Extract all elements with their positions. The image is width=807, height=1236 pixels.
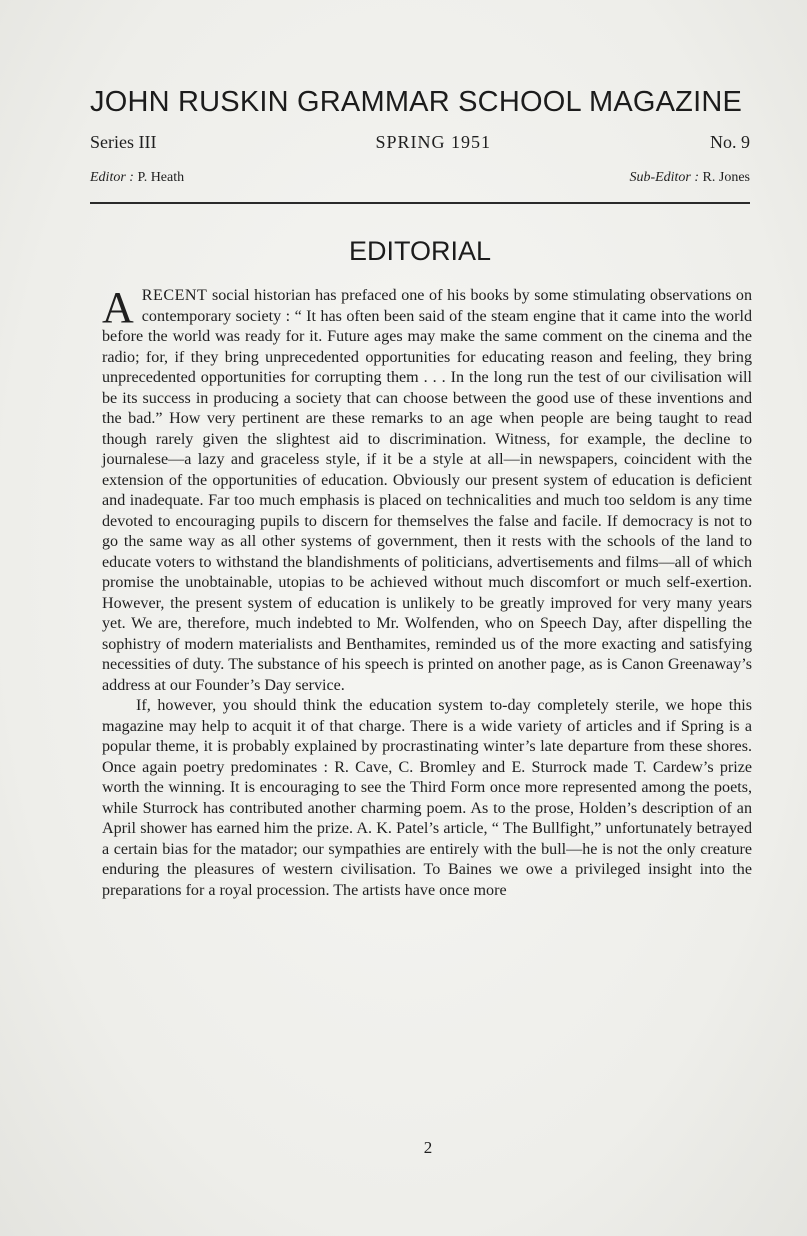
editorial-heading: EDITORIAL <box>348 236 492 266</box>
opening-words: RECENT <box>141 287 208 304</box>
editorial-paragraph-2: If, however, you should think the education system to-day completely sterile, we hope this magazine may help to acquit it of that charge. There is a wide variety of articles and if Spring is a popular theme, it is probably explained by procrastinating winter’s late departure from these shores. Once again poetry predominates : R. Cave, C. Bromley and E. Sturrock made T. Cardew’s prize worth the winning. It is encouraging to see the Third Form once more represented among the poets, while Sturrock has contributed another charming poem. As to the prose, Holden’s description of an April shower has earned him the prize. A. K. Patel’s article, “ The Bullfight,” unfortunately betrayed a certain bias for the matador; our sympathies are entirely with the bull—he is not the only creature enduring the pleasures of western civilisation. To Baines we owe a privileged insight into the preparations for a royal procession. The artists have once more <box>102 697 752 899</box>
editorial-body <box>102 283 752 901</box>
subeditor-credit <box>629 170 750 186</box>
editor-name: P. Heath <box>137 170 185 185</box>
series-line <box>90 132 750 153</box>
masthead-divider <box>90 202 750 204</box>
issue-number: No. 9 <box>709 132 750 152</box>
paragraph-1-text: social historian has prefaced one of his books by some stimulating observations on contemporary society : “ It has often been said of the steam engine that it came into the world before the world was ready for it. Future ages may make the same comment on the cinema and the radio; for, if they bring unprecedented opportunities for educating reason and feeling, they bring unprecedented opportunities for corrupting them . . . In the long run the test of our civilisation will be its success in producing a society that can choose between the good use of these inventions and the bad.” How very pertinent are these remarks to an age when people are being taught to read though rarely given the slightest aid to discrimination. Witness, for example, the decline to journalese—a lazy and graceless style, if it be a style at all—in newspapers, coincident with the extension of the opportunities of education. Obviously our present system of education is deficient and inadequate. Far too much emphasis is placed on technicalities and much too seldom is any time devoted to encouraging pupils to discern for themselves the false and facile. If democracy is not to go the same way as all other systems of government, then it rests with the schools of the land to educate voters to withstand the blandishments of politicians, advertisements and films—all of which promise the unobtainable, utopias to be achieved without much discomfort or much self-exertion. However, the present system of education is unlikely to be greatly improved for very many years yet. We are, therefore, much indebted to Mr. Wolfenden, who on Speech Day, after dispelling the sophistry of modern materialists and Benthamites, reminded us of the more exacting and satisfying necessities of duty. The substance of his speech is printed on another page, as is Canon Greenaway’s address at our Founder’s Day service. <box>102 287 752 694</box>
magazine-title: JOHN RUSKIN GRAMMAR SCHOOL MAGAZINE <box>90 86 743 118</box>
editorial-paragraph-1 <box>102 283 752 696</box>
editors-line <box>90 170 750 186</box>
drop-cap: A <box>102 283 134 332</box>
editor-credit <box>90 170 184 186</box>
subeditor-name: R. Jones <box>702 170 750 185</box>
editor-role: Editor : <box>90 170 134 185</box>
issue-date: SPRING 1951 <box>375 132 491 152</box>
page-number: 2 <box>423 1138 433 1157</box>
subeditor-role: Sub-Editor : <box>629 170 700 185</box>
series-label: Series III <box>90 132 157 152</box>
